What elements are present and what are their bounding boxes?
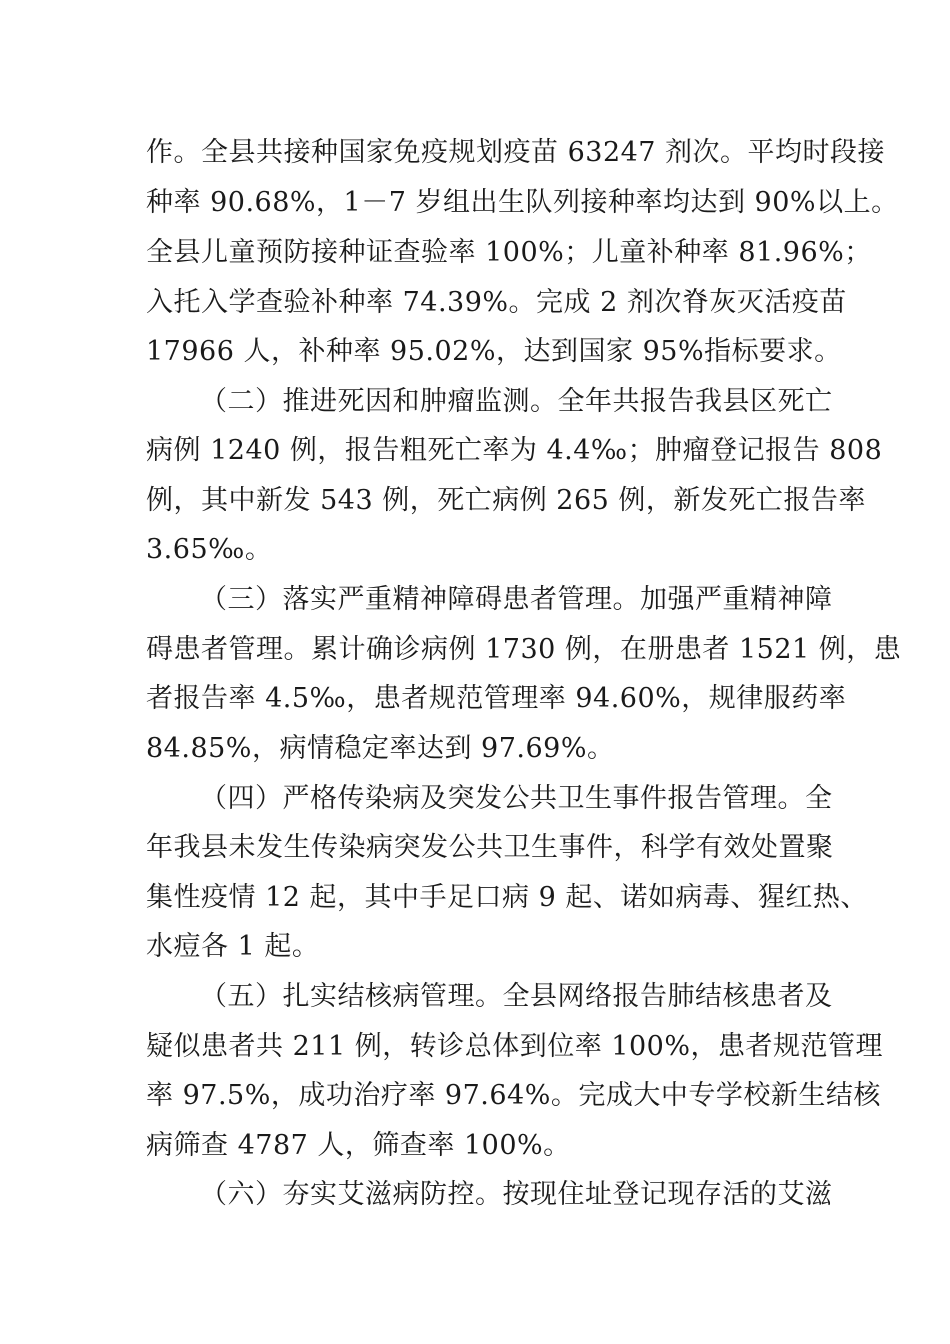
section-heading-line: （五）扎实结核病管理。全县网络报告肺结核患者及 [200,981,833,1012]
text-line: 17966 人，补种率 95.02%，达到国家 95%指标要求。 [146,336,842,367]
text-line: 入托入学查验补种率 74.39%。完成 2 剂次脊灰灭活疫苗 [146,287,847,318]
section-heading-line: （二）推进死因和肿瘤监测。全年共报告我县区死亡 [200,386,833,417]
text-line: 率 97.5%，成功治疗率 97.64%。完成大中专学校新生结核 [146,1080,881,1111]
section-heading-line: （三）落实严重精神障碍患者管理。加强严重精神障 [200,584,833,615]
text-line: 水痘各 1 起。 [146,931,320,962]
text-line: 病例 1240 例，报告粗死亡率为 4.4‰；肿瘤登记报告 808 [146,435,883,466]
text-line: 种率 90.68%，1－7 岁组出生队列接种率均达到 90%以上。 [146,187,899,218]
text-line: 碍患者管理。累计确诊病例 1730 例，在册患者 1521 例，患 [146,634,902,665]
text-line: 例，其中新发 543 例，死亡病例 265 例，新发死亡报告率 [146,485,866,516]
text-line: 3.65‰。 [146,534,273,565]
section-heading-line: （四）严格传染病及突发公共卫生事件报告管理。全 [200,783,833,814]
text-line: 84.85%，病情稳定率达到 97.69%。 [146,733,615,764]
text-line: 作。全县共接种国家免疫规划疫苗 63247 剂次。平均时段接 [146,137,886,168]
text-line: 年我县未发生传染病突发公共卫生事件，科学有效处置聚 [146,832,834,863]
section-heading-line: （六）夯实艾滋病防控。按现住址登记现存活的艾滋 [200,1179,833,1210]
text-line: 病筛查 4787 人，筛查率 100%。 [146,1130,571,1161]
text-line: 者报告率 4.5‰，患者规范管理率 94.60%，规律服药率 [146,683,847,714]
text-line: 全县儿童预防接种证查验率 100%；儿童补种率 81.96%； [146,237,872,268]
text-line: 疑似患者共 211 例，转诊总体到位率 100%，患者规范管理 [146,1031,883,1062]
text-line: 集性疫情 12 起，其中手足口病 9 起、诺如病毒、猩红热、 [146,882,868,913]
